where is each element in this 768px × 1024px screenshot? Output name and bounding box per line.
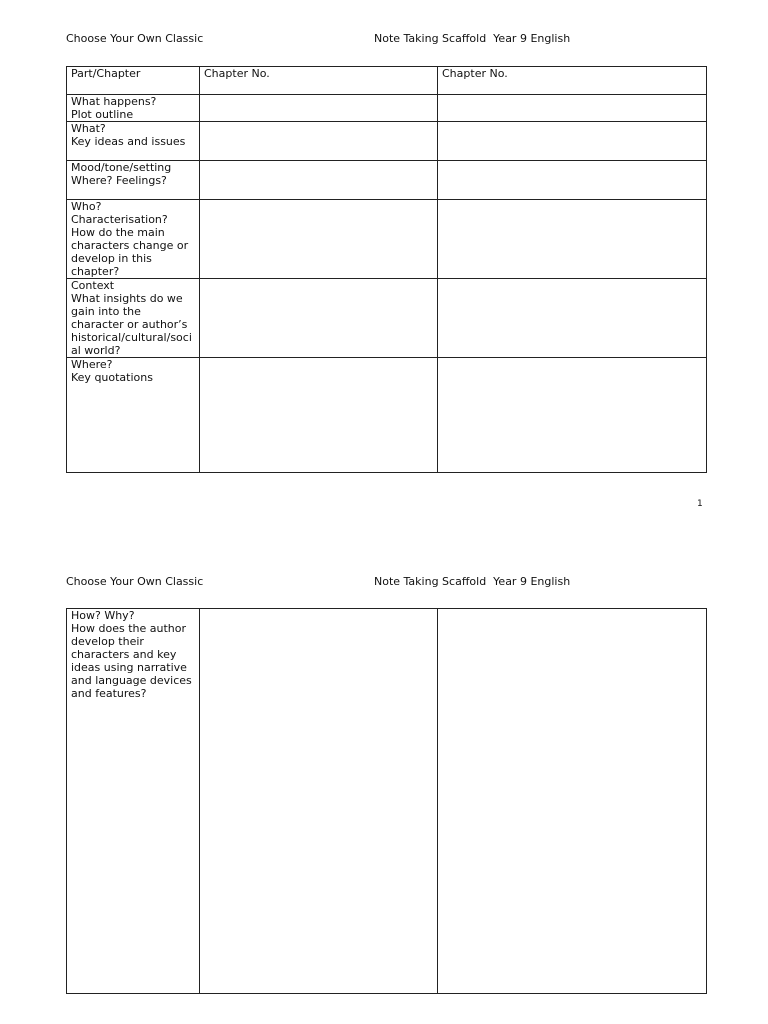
note-cell[interactable]: [200, 200, 438, 279]
page-number: 1: [697, 499, 703, 509]
row-label-line: Where?: [71, 358, 113, 371]
note-cell[interactable]: [438, 161, 707, 200]
part-chapter-label: Part/Chapter: [67, 67, 200, 95]
table-row-plot: [67, 95, 707, 122]
page2-header: [66, 575, 706, 591]
row-label-line: character or author’s: [71, 318, 188, 331]
row-label-line: develop in this: [71, 252, 152, 265]
row-label: [67, 95, 200, 122]
row-label-line: characters and key: [71, 648, 177, 661]
note-cell[interactable]: [438, 279, 707, 358]
document-title: Choose Your Own Classic: [66, 32, 204, 45]
row-label: [67, 279, 200, 358]
row-label-line: al world?: [71, 344, 121, 357]
note-cell[interactable]: [438, 200, 707, 279]
row-label-line: Key quotations: [71, 371, 153, 384]
row-label: [67, 358, 200, 473]
table-row-devices: [67, 609, 707, 994]
note-cell[interactable]: [200, 122, 438, 161]
row-label: [67, 161, 200, 200]
page1-notes-table: [66, 66, 707, 473]
row-label-line: Who?: [71, 200, 102, 213]
row-label: [67, 200, 200, 279]
note-cell[interactable]: [200, 609, 438, 994]
row-label-line: Characterisation?: [71, 213, 168, 226]
document-title: Choose Your Own Classic: [66, 575, 204, 588]
note-cell[interactable]: [200, 95, 438, 122]
row-label-line: How do the main: [71, 226, 165, 239]
row-label-line: Plot outline: [71, 108, 134, 121]
row-label-line: characters change or: [71, 239, 189, 252]
chapter-no-column-2[interactable]: Chapter No.: [438, 67, 707, 95]
row-label-line: develop their: [71, 635, 144, 648]
row-label-line: How does the author: [71, 622, 187, 635]
note-cell[interactable]: [200, 161, 438, 200]
note-cell[interactable]: [438, 122, 707, 161]
row-label-line: Mood/tone/setting: [71, 161, 172, 174]
row-label: [67, 122, 200, 161]
row-label-line: How? Why?: [71, 609, 135, 622]
row-label-line: chapter?: [71, 265, 120, 278]
scaffold-subtitle: Note Taking Scaffold Year 9 English: [374, 575, 571, 588]
row-label-line: ideas using narrative: [71, 661, 187, 674]
row-label-line: Context: [71, 279, 115, 292]
row-label-line: historical/cultural/soci: [71, 331, 192, 344]
table-row-key-ideas: [67, 122, 707, 161]
table-header-row: [67, 67, 707, 95]
row-label-line: Where? Feelings?: [71, 174, 167, 187]
table-row-context: [67, 279, 707, 358]
table-row-mood: [67, 161, 707, 200]
row-label-line: What?: [71, 122, 106, 135]
scaffold-subtitle: Note Taking Scaffold Year 9 English: [374, 32, 571, 45]
table-row-characterisation: [67, 200, 707, 279]
table-row-quotations: [67, 358, 707, 473]
row-label-line: and features?: [71, 687, 147, 700]
row-label-line: gain into the: [71, 305, 141, 318]
row-label-line: What happens?: [71, 95, 157, 108]
note-cell[interactable]: [438, 358, 707, 473]
row-label-line: What insights do we: [71, 292, 183, 305]
page2-notes-table: [66, 608, 707, 994]
row-label-line: Key ideas and issues: [71, 135, 186, 148]
note-cell[interactable]: [200, 279, 438, 358]
chapter-no-column-1[interactable]: Chapter No.: [200, 67, 438, 95]
note-cell[interactable]: [200, 358, 438, 473]
note-cell[interactable]: [438, 609, 707, 994]
note-cell[interactable]: [438, 95, 707, 122]
page1-header: [66, 32, 706, 48]
row-label-line: and language devices: [71, 674, 192, 687]
row-label: [67, 609, 200, 994]
